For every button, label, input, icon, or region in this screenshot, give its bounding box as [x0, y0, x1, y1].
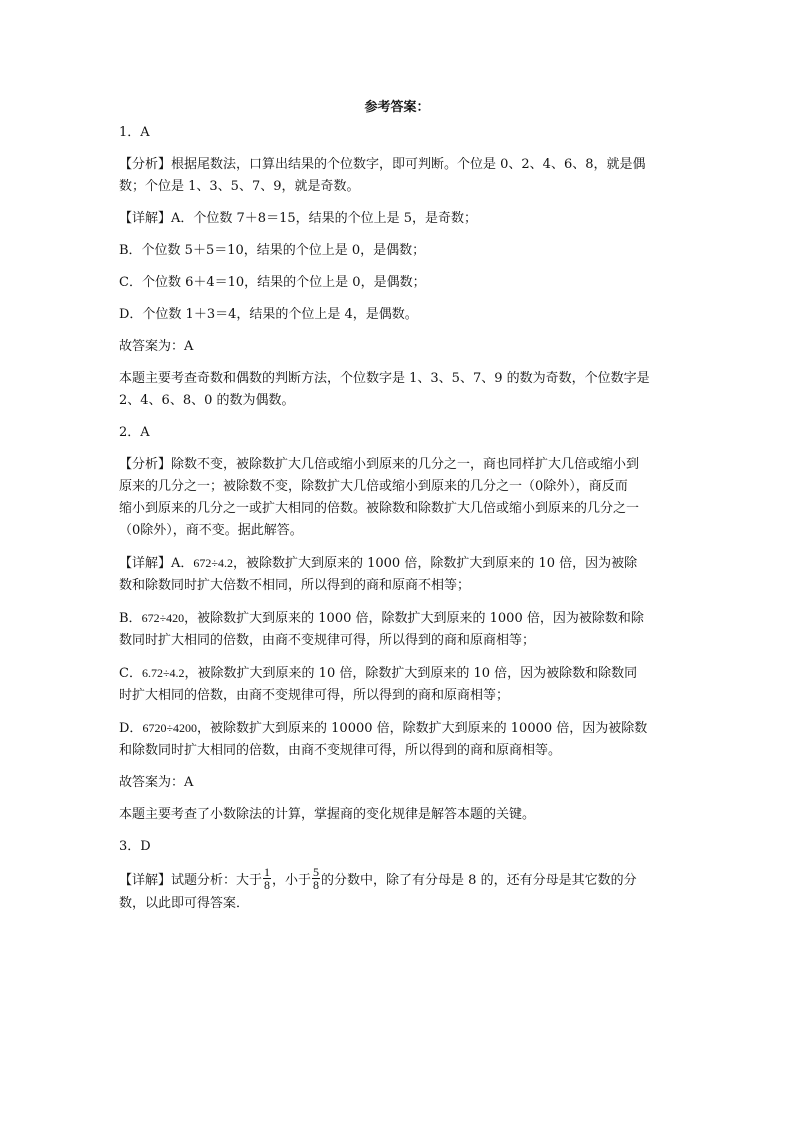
q1-analysis [119, 154, 679, 198]
q2-detail-b-expression: 672÷420 [141, 611, 185, 625]
q2-detail-d-line2: 和除数同时扩大相同的倍数，由商不变规律可得，所以得到的商和原商相等。 [119, 743, 562, 758]
q1-summary-line1: 本题主要考查奇数和偶数的判断方法，个位数字是 1、3、5、7、9 的数为奇数，个位数字是 [119, 371, 650, 386]
q2-detail-c-text: ，被除数扩大到原来的 10 倍，除数扩大到原来的 10 倍，因为被除数和除数同 [184, 666, 638, 681]
q1-detail-a: 【详解】A．个位数 7＋8＝15，结果的个位上是 5，是奇数； [119, 211, 478, 226]
q3-detail-middle: ，小于 [272, 873, 312, 888]
q2-detail-b-text: ，被除数扩大到原来的 1000 倍，除数扩大到原来的 1000 倍，因为被除数和除 [184, 611, 644, 626]
fraction-five-eighths [312, 866, 320, 891]
q3-detail [119, 865, 679, 915]
q2-detail-b [119, 607, 679, 652]
q2-analysis-line1: 【分析】除数不变，被除数扩大几倍或缩小到原来的几分之一，商也同样扩大几倍或缩小到 [119, 457, 640, 472]
q1-number: 1．A [119, 125, 150, 140]
q2-detail-d [119, 717, 679, 762]
q2-answer: 故答案为：A [119, 775, 194, 790]
q2-analysis-line4: （0除外），商不变。据此解答。 [119, 523, 303, 538]
q1-answer: 故答案为：A [119, 339, 194, 354]
q2-analysis-line2: 原来的几分之一；被除数不变，除数扩大几倍或缩小到原来的几分之一（0除外），商反而 [119, 479, 628, 494]
q2-detail-d-expression: 6720÷4200 [142, 721, 198, 735]
q1-detail-b: B．个位数 5＋5＝10，结果的个位上是 0，是偶数； [119, 243, 426, 258]
q1-detail-c: C．个位数 6＋4＝10，结果的个位上是 0，是偶数； [119, 275, 426, 290]
q2-detail-b-prefix: B． [119, 611, 142, 626]
q2-detail-d-text: ，被除数扩大到原来的 10000 倍，除数扩大到原来的 10000 倍，因为被除数 [197, 721, 648, 736]
q3-detail-prefix: 【详解】试题分析：大于 [119, 873, 263, 888]
q2-detail-c-expression: 6.72÷4.2 [141, 666, 185, 680]
q2-detail-a [119, 552, 679, 597]
q1-detail-d: D．个位数 1＋3＝4，结果的个位上是 4，是偶数。 [119, 307, 418, 322]
q2-detail-d-prefix: D． [119, 721, 143, 736]
q2-number: 2．A [119, 425, 150, 440]
q2-analysis [119, 454, 679, 542]
q2-detail-a-text: ，被除数扩大到原来的 1000 倍，除数扩大到原来的 10 倍，因为被除 [232, 556, 638, 571]
page-title: 参考答案： [364, 100, 430, 115]
q2-detail-a-expression: 672÷4.2 [193, 556, 233, 570]
fraction-numerator: 1 [264, 865, 271, 879]
q2-detail-c [119, 662, 679, 707]
q3-number: 3．D [119, 839, 151, 854]
answer-content [119, 122, 679, 925]
q2-detail-b-line2: 数同时扩大相同的倍数，由商不变规律可得，所以得到的商和原商相等； [119, 633, 536, 648]
q3-detail-line2: 数，以此即可得答案． [119, 896, 250, 911]
q2-detail-a-line2: 数和除数同时扩大倍数不相同，所以得到的商和原商不相等； [119, 578, 471, 593]
q2-detail-c-line2: 时扩大相同的倍数，由商不变规律可得，所以得到的商和原商相等； [119, 688, 510, 703]
q3-detail-text: 的分数中，除了有分母是 8 的，还有分母是其它数的分 [321, 873, 637, 888]
q1-summary [119, 368, 679, 412]
fraction-one-eighth [263, 866, 271, 891]
fraction-numerator: 5 [313, 865, 320, 879]
q1-analysis-line1: 【分析】根据尾数法，口算出结果的个位数字，即可判断。个位是 0、2、4、6、8，就是偶 [119, 157, 646, 172]
q2-detail-c-prefix: C． [119, 666, 142, 681]
q2-summary: 本题主要考查了小数除法的计算，掌握商的变化规律是解答本题的关键。 [119, 807, 536, 822]
fraction-denominator: 8 [313, 878, 320, 892]
q2-detail-a-prefix: 【详解】A． [119, 556, 194, 571]
q2-analysis-line3: 缩小到原来的几分之一或扩大相同的倍数。被除数和除数扩大几倍或缩小到原来的几分之一 [119, 501, 640, 516]
fraction-denominator: 8 [264, 878, 271, 892]
q1-analysis-line2: 数；个位是 1、3、5、7、9，就是奇数。 [119, 179, 360, 194]
q1-summary-line2: 2、4、6、8、0 的数为偶数。 [119, 393, 295, 408]
